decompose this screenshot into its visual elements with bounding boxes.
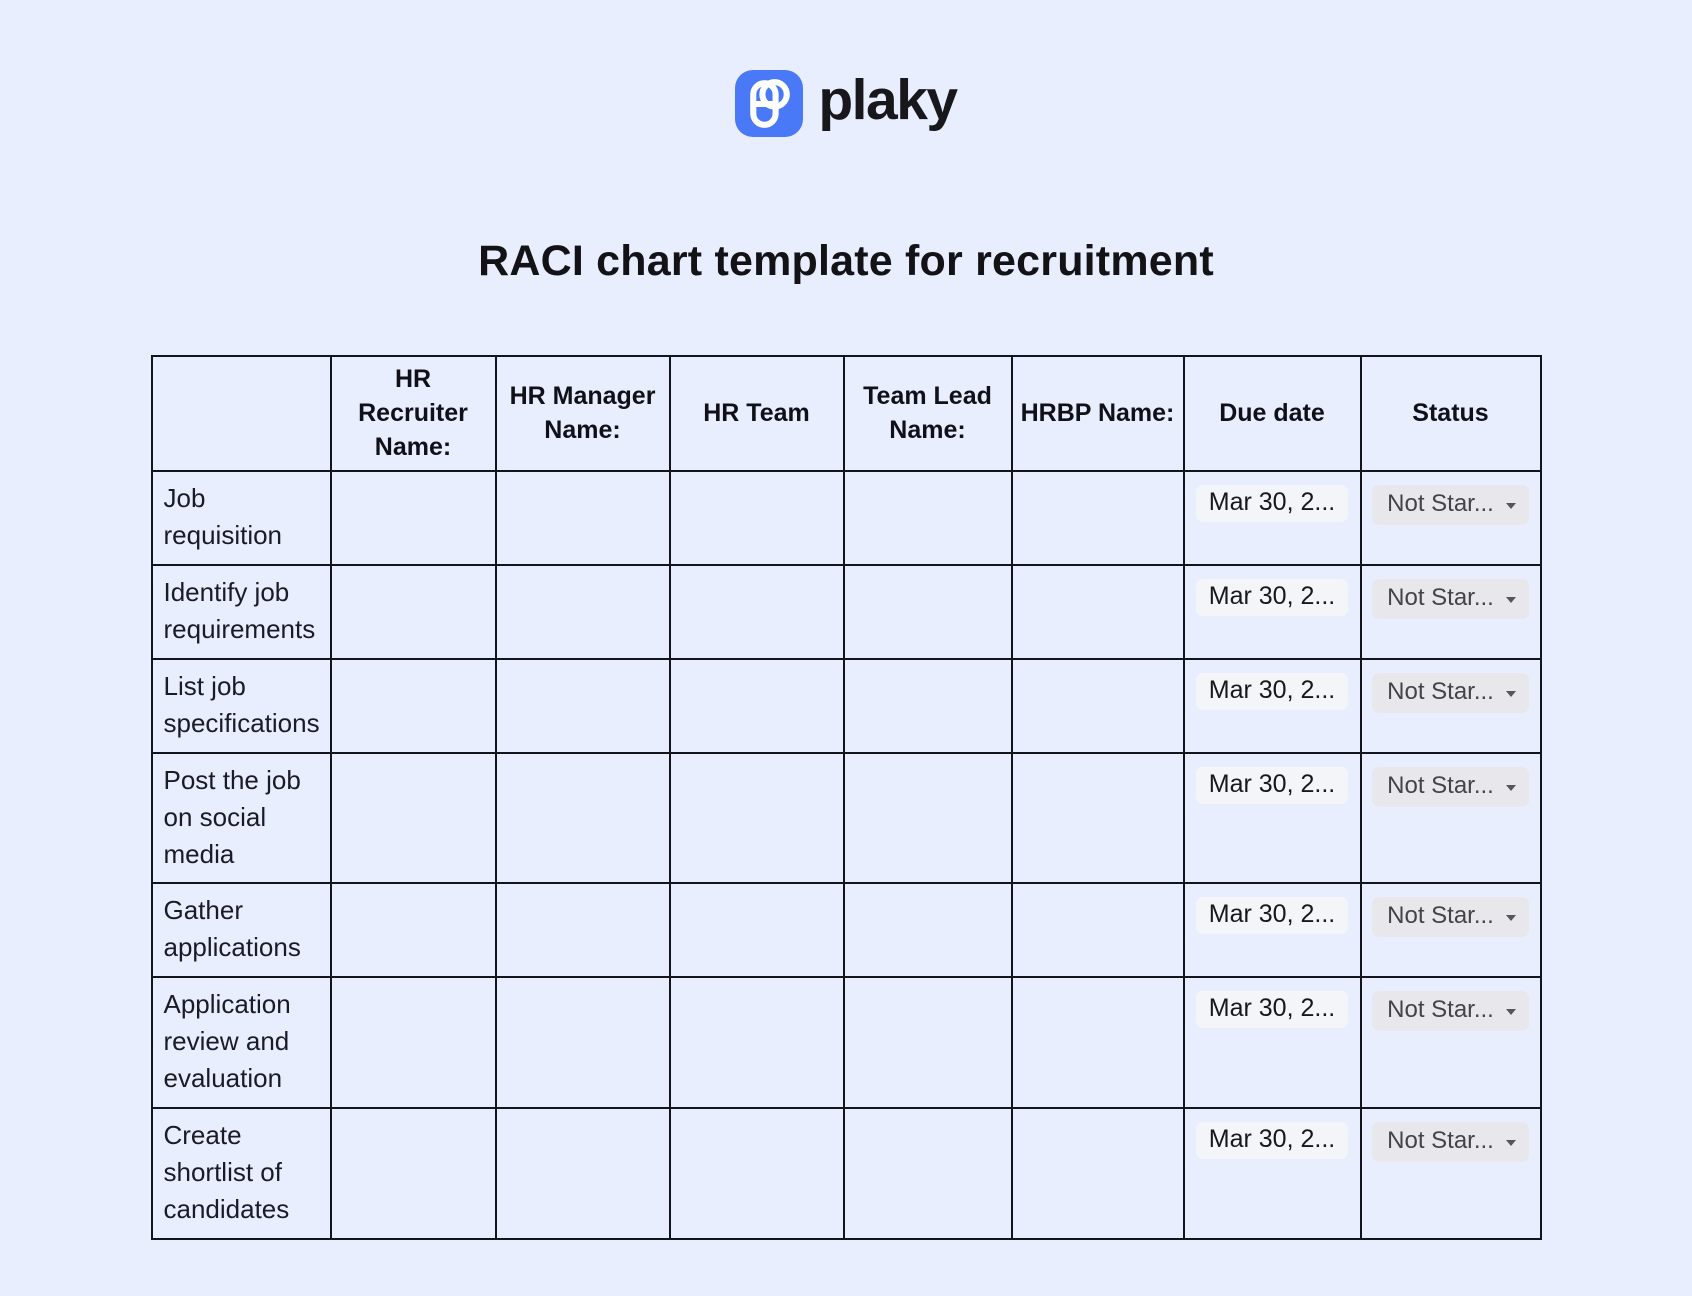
empty-input-cell[interactable] — [1012, 753, 1184, 884]
empty-input-cell[interactable] — [496, 471, 670, 565]
table-row — [152, 883, 1541, 977]
table-row — [152, 471, 1541, 565]
empty-input-cell[interactable] — [1012, 883, 1184, 977]
empty-input-cell[interactable] — [331, 565, 496, 659]
due-date-field[interactable]: Mar 30, 2... — [1196, 991, 1348, 1028]
status-dropdown[interactable] — [1372, 767, 1529, 807]
status-dropdown[interactable] — [1372, 1122, 1529, 1162]
brand-wordmark: plaky — [818, 68, 957, 132]
empty-input-cell[interactable] — [844, 883, 1012, 977]
header-hr-recruiter: HR Recruiter Name: — [331, 356, 496, 471]
empty-input-cell[interactable] — [670, 753, 844, 884]
chevron-down-icon — [1506, 915, 1516, 921]
table-row — [152, 565, 1541, 659]
header-team-lead: Team Lead Name: — [844, 356, 1012, 471]
chevron-down-icon — [1506, 597, 1516, 603]
empty-input-cell[interactable] — [1012, 471, 1184, 565]
empty-input-cell[interactable] — [331, 1108, 496, 1239]
due-date-field[interactable]: Mar 30, 2... — [1196, 485, 1348, 522]
status-label: Not Star... — [1387, 677, 1494, 705]
empty-input-cell[interactable] — [844, 565, 1012, 659]
due-date-field[interactable]: Mar 30, 2... — [1196, 579, 1348, 616]
empty-input-cell[interactable] — [496, 883, 670, 977]
empty-input-cell[interactable] — [331, 659, 496, 753]
chevron-down-icon — [1506, 691, 1516, 697]
empty-input-cell[interactable] — [331, 471, 496, 565]
empty-input-cell[interactable] — [844, 753, 1012, 884]
empty-input-cell[interactable] — [670, 1108, 844, 1239]
status-dropdown[interactable] — [1372, 991, 1529, 1031]
header-hr-manager: HR Manager Name: — [496, 356, 670, 471]
empty-input-cell[interactable] — [496, 753, 670, 884]
header-hr-team: HR Team — [670, 356, 844, 471]
status-dropdown[interactable] — [1372, 579, 1529, 619]
empty-input-cell[interactable] — [844, 659, 1012, 753]
empty-input-cell[interactable] — [670, 659, 844, 753]
due-date-field[interactable]: Mar 30, 2... — [1196, 897, 1348, 934]
header-due-date: Due date — [1184, 356, 1361, 471]
status-label: Not Star... — [1387, 771, 1494, 799]
empty-input-cell[interactable] — [670, 471, 844, 565]
chevron-down-icon — [1506, 1009, 1516, 1015]
status-label: Not Star... — [1387, 902, 1494, 930]
header-empty — [152, 356, 331, 471]
task-label: Job requisition — [152, 471, 331, 565]
status-dropdown[interactable] — [1372, 485, 1529, 525]
due-date-field[interactable]: Mar 30, 2... — [1196, 673, 1348, 710]
brand-logo — [0, 0, 1692, 137]
empty-input-cell[interactable] — [331, 977, 496, 1108]
empty-input-cell[interactable] — [1012, 565, 1184, 659]
empty-input-cell[interactable] — [1012, 977, 1184, 1108]
task-label: Gather applications — [152, 883, 331, 977]
status-label: Not Star... — [1387, 1126, 1494, 1154]
task-label: Create shortlist of candidates — [152, 1108, 331, 1239]
empty-input-cell[interactable] — [844, 977, 1012, 1108]
due-date-field[interactable]: Mar 30, 2... — [1196, 767, 1348, 804]
table-row — [152, 659, 1541, 753]
empty-input-cell[interactable] — [844, 471, 1012, 565]
empty-input-cell[interactable] — [1012, 1108, 1184, 1239]
header-status: Status — [1361, 356, 1541, 471]
task-label: Post the job on social media — [152, 753, 331, 884]
header-hrbp: HRBP Name: — [1012, 356, 1184, 471]
empty-input-cell[interactable] — [670, 977, 844, 1108]
plaky-logo-glyph — [735, 70, 803, 137]
status-label: Not Star... — [1387, 996, 1494, 1024]
plaky-logo-icon — [735, 70, 803, 137]
chevron-down-icon — [1506, 785, 1516, 791]
empty-input-cell[interactable] — [496, 977, 670, 1108]
empty-input-cell[interactable] — [844, 1108, 1012, 1239]
empty-input-cell[interactable] — [496, 565, 670, 659]
status-dropdown[interactable] — [1372, 897, 1529, 937]
empty-input-cell[interactable] — [331, 883, 496, 977]
due-date-field[interactable]: Mar 30, 2... — [1196, 1122, 1348, 1159]
empty-input-cell[interactable] — [331, 753, 496, 884]
status-label: Not Star... — [1387, 584, 1494, 612]
empty-input-cell[interactable] — [670, 565, 844, 659]
empty-input-cell[interactable] — [496, 659, 670, 753]
raci-table — [151, 355, 1542, 1240]
task-label: Application review and evaluation — [152, 977, 331, 1108]
chevron-down-icon — [1506, 1140, 1516, 1146]
table-row — [152, 1108, 1541, 1239]
task-label: List job specifications — [152, 659, 331, 753]
table-row — [152, 753, 1541, 884]
table-row — [152, 977, 1541, 1108]
empty-input-cell[interactable] — [496, 1108, 670, 1239]
status-dropdown[interactable] — [1372, 673, 1529, 713]
status-label: Not Star... — [1387, 490, 1494, 518]
chevron-down-icon — [1506, 503, 1516, 509]
empty-input-cell[interactable] — [1012, 659, 1184, 753]
table-header-row — [152, 356, 1541, 471]
empty-input-cell[interactable] — [670, 883, 844, 977]
task-label: Identify job requirements — [152, 565, 331, 659]
page-title: RACI chart template for recruitment — [478, 237, 1214, 285]
